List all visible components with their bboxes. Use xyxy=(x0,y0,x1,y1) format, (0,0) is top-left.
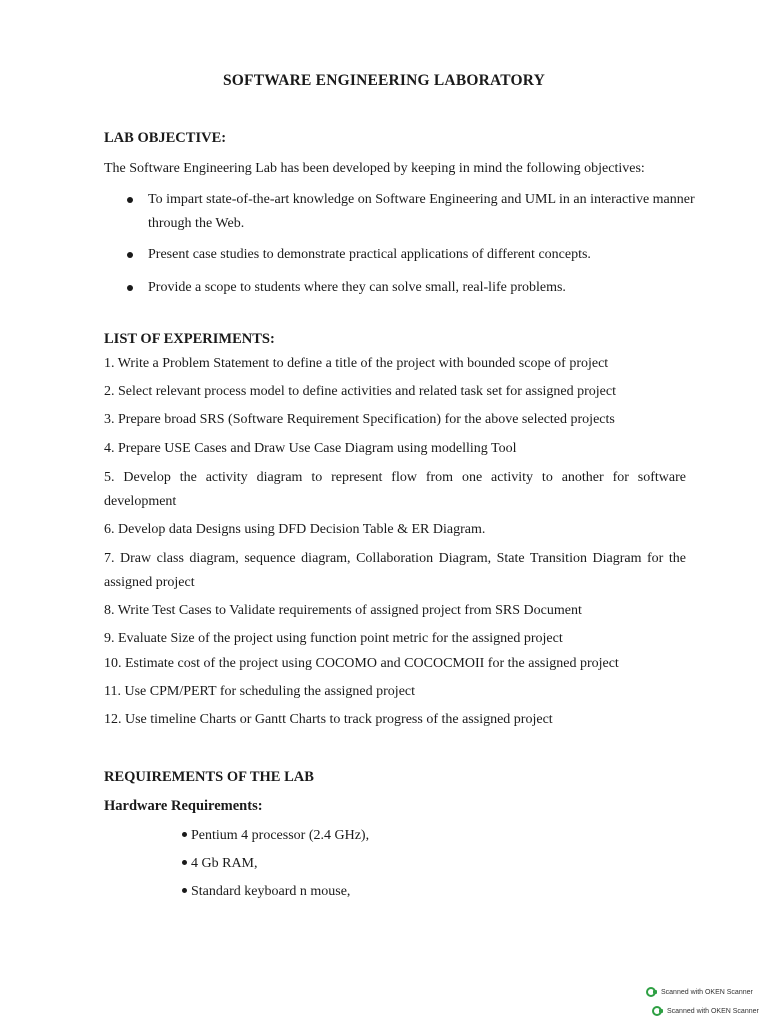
bullet-dot xyxy=(127,197,133,203)
objective-bullet: Present case studies to demonstrate practical applications of different concepts. xyxy=(148,247,591,262)
experiment-item: 10. Estimate cost of the project using COCOMO and COCOCMOII for the assigned project xyxy=(104,656,619,671)
experiment-item: 1. Write a Problem Statement to define a title of the project with bounded scope of project xyxy=(104,356,609,371)
experiment-item: 7. Draw class diagram, sequence diagram, Collaboration Diagram, State Transition Diagram for the assigned project xyxy=(104,551,686,590)
scanner-logo-icon xyxy=(652,1006,662,1016)
hardware-item xyxy=(182,884,350,900)
bullet-dot xyxy=(182,860,187,865)
lab-objective-intro: The Software Engineering Lab has been developed by keeping in mind the following objectives: xyxy=(104,161,645,176)
scanner-watermark-text: Scanned with OKEN Scanner xyxy=(661,988,753,996)
experiment-item: 3. Prepare broad SRS (Software Requirement Specification) for the above selected projects xyxy=(104,412,615,427)
scanner-watermark xyxy=(652,1006,759,1016)
hardware-item xyxy=(182,856,258,872)
bullet-dot xyxy=(182,832,187,837)
bullet-dot xyxy=(127,252,133,258)
hardware-item xyxy=(182,828,369,844)
hardware-item-label: Standard keyboard n mouse, xyxy=(191,884,351,899)
experiment-item: 4. Prepare USE Cases and Draw Use Case Diagram using modelling Tool xyxy=(104,441,517,456)
hardware-item-label: Pentium 4 processor (2.4 GHz), xyxy=(191,828,370,843)
experiment-item: 2. Select relevant process model to define activities and related task set for assigned project xyxy=(104,384,616,399)
experiment-item: 12. Use timeline Charts or Gantt Charts to track progress of the assigned project xyxy=(104,712,553,727)
hardware-heading: Hardware Requirements: xyxy=(104,798,263,814)
bullet-dot xyxy=(127,285,133,291)
scanner-watermark-text: Scanned with OKEN Scanner xyxy=(667,1007,759,1015)
objective-bullet: Provide a scope to students where they can solve small, real-life problems. xyxy=(148,280,566,295)
hardware-item-label: 4 Gb RAM, xyxy=(191,856,258,871)
experiment-item: 9. Evaluate Size of the project using function point metric for the assigned project xyxy=(104,631,563,646)
scanner-logo-icon xyxy=(646,987,656,997)
experiments-heading: LIST OF EXPERIMENTS: xyxy=(104,331,275,347)
page-title: SOFTWARE ENGINEERING LABORATORY xyxy=(222,72,546,89)
lab-objective-heading: LAB OBJECTIVE: xyxy=(104,130,227,146)
experiment-item: 8. Write Test Cases to Validate requirements of assigned project from SRS Document xyxy=(104,603,582,618)
experiment-item: 11. Use CPM/PERT for scheduling the assigned project xyxy=(104,684,416,699)
experiment-item: 5. Develop the activity diagram to represent flow from one activity to another for software development xyxy=(104,470,686,509)
bullet-dot xyxy=(182,888,187,893)
scanner-watermark xyxy=(646,987,753,997)
experiment-item: 6. Develop data Designs using DFD Decision Table & ER Diagram. xyxy=(104,522,486,537)
requirements-heading: REQUIREMENTS OF THE LAB xyxy=(104,769,314,785)
objective-bullet: To impart state-of-the-art knowledge on Software Engineering and UML in an interactive manner through the Web. xyxy=(148,192,695,231)
